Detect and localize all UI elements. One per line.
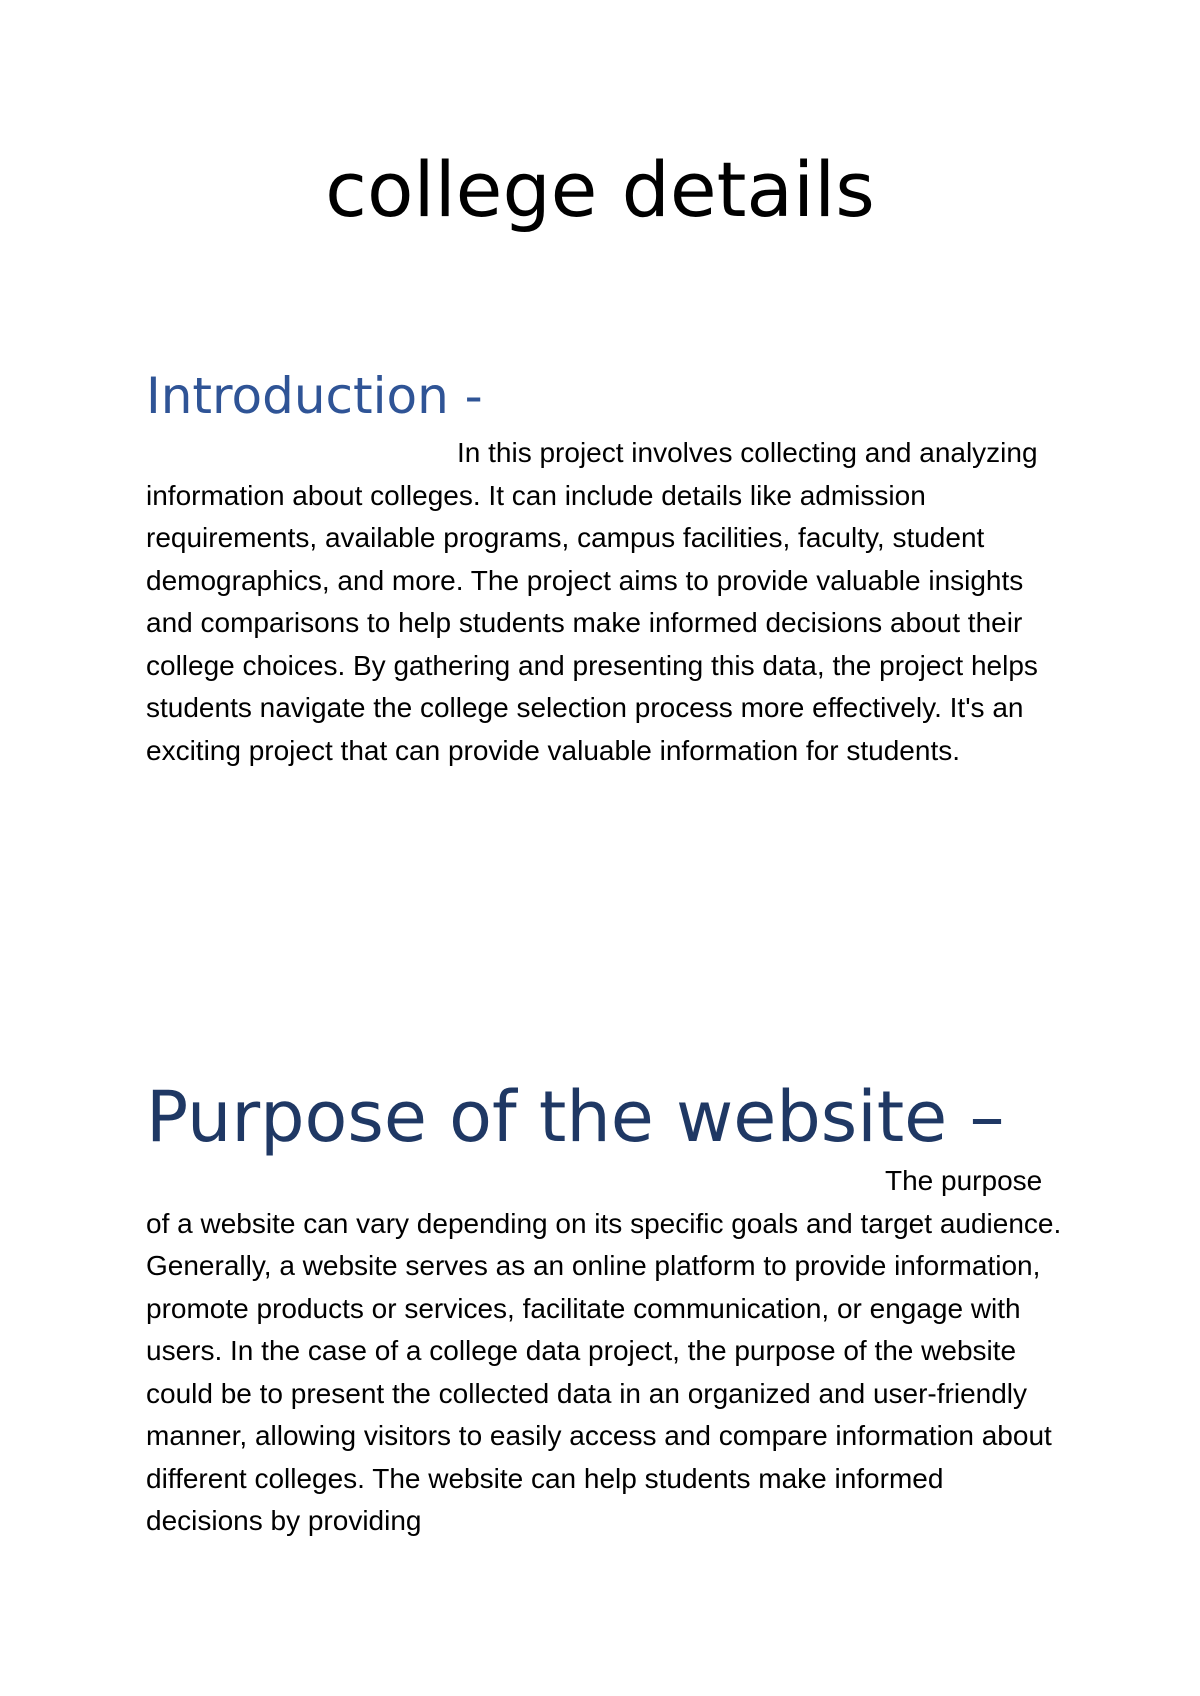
purpose-heading: Purpose of the website –	[146, 1076, 1005, 1158]
document-title: college details	[325, 145, 875, 234]
introduction-paragraph: In this project involves collecting and analyzing information about colleges. It can include details like admission requirements, available programs, campus facilities, faculty, student demographics, and more. The project aims to provide valuable insights and comparisons to help students make informed decisions about their college choices. By gathering and presenting this data, the project helps students navigate the college selection process more effectively. It's an exciting project that can provide valuable information for students.	[146, 437, 1038, 766]
purpose-paragraph: The purpose of a website can vary depending on its specific goals and target audience. Generally, a website serves as an online platform to provide information, promote products or services, facilitate communication, or engage with users. In the case of a college data project, the purpose of the website could be to present the collected data in an organized and user-friendly manner, allowing visitors to easily access and compare information about different colleges. The website can help students make informed decisions by providing	[146, 1165, 1062, 1536]
introduction-heading: Introduction -	[146, 367, 483, 425]
